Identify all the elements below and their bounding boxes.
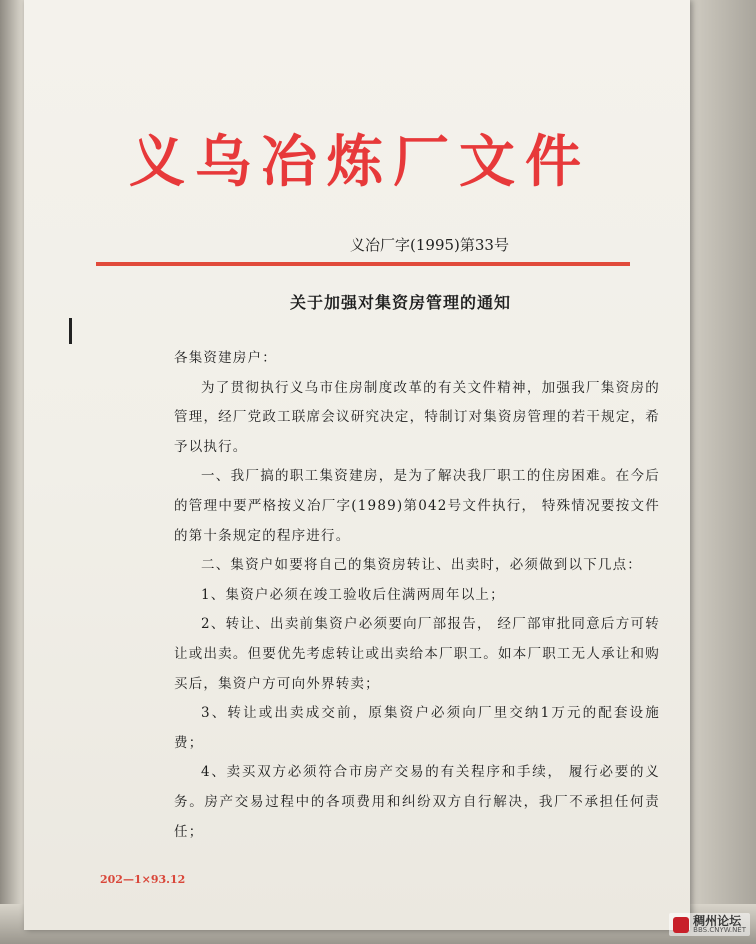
forum-watermark <box>669 913 750 936</box>
list-item: 4、卖买双方必须符合市房产交易的有关程序和手续， 履行必要的义务。房产交易过程中的各项费用和纠纷双方自行解决，我厂不承担任何责任； <box>174 764 660 840</box>
watermark-name: 稠州论坛 <box>693 914 742 928</box>
notice-title: 关于加强对集资房管理的通知 <box>290 293 512 312</box>
margin-mark <box>69 318 72 344</box>
background-right-edge <box>686 0 756 944</box>
list-item: 3、转让或出卖成交前，原集资户必须向厂里交纳1万元的配套设施费； <box>174 705 660 751</box>
paragraph: 为了贯彻执行义乌市住房制度改革的有关文件精神，加强我厂集资房的管理，经厂党政工联席会议研究决定，特制订对集资房管理的若干规定，希予以执行。 <box>174 379 660 455</box>
document-header-title: 义乌冶炼厂文件 <box>129 129 591 195</box>
list-item: 1、集资户必须在竣工验收后住满两周年以上； <box>201 586 505 603</box>
forum-logo-icon <box>673 917 689 933</box>
recipient-line: 各集资建房户： <box>174 350 277 366</box>
document-number: 义冶厂字(1995)第33号 <box>350 236 509 254</box>
list-item: 2、转让、出卖前集资户必须要向厂部报告， 经厂部审批同意后方可转让或出卖。但要优先考虑转让或出卖给本厂职工。如本厂职工无人承让和购买后，集资户方可向外界转卖； <box>174 616 660 692</box>
print-code: 202—1×93.12 <box>100 873 186 886</box>
watermark-url: BBS.CNYW.NET <box>693 926 746 934</box>
red-divider-line <box>96 262 630 266</box>
paragraph: 一、我厂搞的职工集资建房，是为了解决我厂职工的住房困难。在今后的管理中要严格按义冶厂字(1989)第042号文件执行， 特殊情况要按文件的第十条规定的程序进行。 <box>174 468 660 544</box>
paragraph: 二、集资户如要将自己的集资房转让、出卖时，必须做到以下几点： <box>201 557 642 574</box>
document-body <box>174 344 660 847</box>
